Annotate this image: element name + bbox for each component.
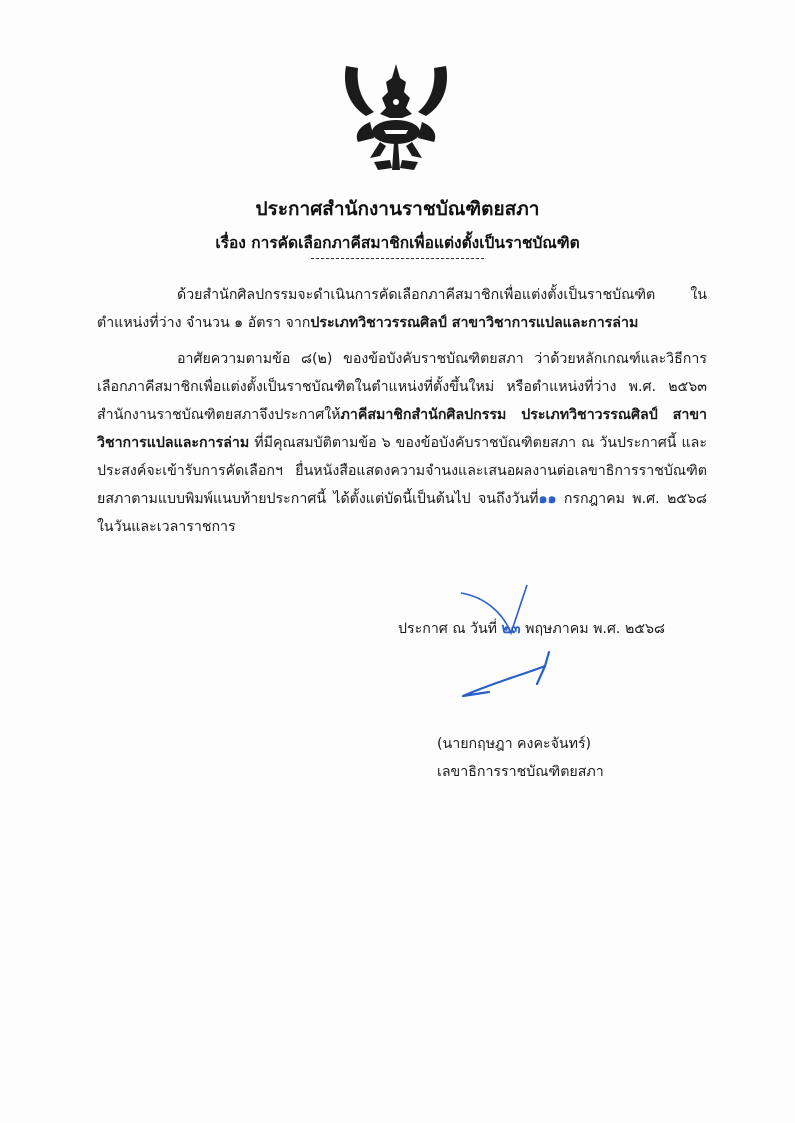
paragraph-2-text-b: ที่มีคุณสมบัติตามข้อ ๖ ของข้อบังคับราชบัณฑิตยสภา ณ วันประกาศนี้ และประสงค์จะเข้ารับการคัดเลือกฯ ยื่นหนังสือแสดงความจำนงและเสนอผลงานต่อเลขาธิการราชบัณฑิตยสภาตามแบบพิมพ์แนบท้ายประกาศนี้ ได้ตั้งแต่บัดนี้เป็นต้นไป จนถึงวันที่ — [97, 435, 707, 507]
signer-position: เลขาธิการราชบัณฑิตยสภา — [437, 764, 604, 780]
signature-icon — [455, 648, 565, 708]
paragraph-2-text-c: กรกฎาคม พ.ศ. ๒๕๖๘ ในวันและเวลาราชการ — [97, 491, 707, 535]
paragraph-2-text-a: อาศัยความตามข้อ ๘(๒) ของข้อบังคับราชบัณฑิตยสภา ว่าด้วยหลักเกณฑ์และวิธีการเลือกภาคีสมาชิกเพื่อแต่งตั้งเป็นราชบัณฑิตในตำแหน่งที่ตั้งขึ้นใหม่ หรือตำแหน่งที่ว่าง พ.ศ. ๒๕๖๓ สำนักงานราชบัณฑิตยสภาจึงประกาศให้ — [97, 351, 707, 423]
divider — [311, 258, 484, 259]
paragraph-1-bold: ประเภทวิชาวรรณศิลป์ สาขาวิชาการแปลและการล่าม — [310, 315, 639, 331]
date-prefix: ประกาศ ณ วันที่ — [398, 621, 502, 637]
announcement-title: ประกาศสำนักงานราชบัณฑิตยสภา — [255, 198, 540, 220]
deadline-day: ๑๑ — [538, 491, 557, 507]
paragraph-2 — [97, 345, 707, 541]
date-day: ๒๓ — [501, 621, 521, 637]
announcement-subject: เรื่อง การคัดเลือกภาคีสมาชิกเพื่อแต่งตั้งเป็นราชบัณฑิต — [215, 234, 580, 252]
paragraph-2-bold: ภาคีสมาชิกสำนักศิลปกรรม ประเภทวิชาวรรณศิลป์ สาขาวิชาการแปลและการล่าม — [97, 407, 707, 451]
paragraph-1 — [97, 281, 707, 337]
garuda-emblem-icon — [340, 58, 452, 176]
date-suffix: พฤษภาคม พ.ศ. ๒๕๖๘ — [520, 621, 665, 637]
announcement-date — [398, 618, 665, 640]
signer-name: (นายกฤษฎา คงคะจันทร์) — [437, 736, 592, 752]
signer-block — [437, 730, 604, 786]
paragraph-1-text: ด้วยสำนักศิลปกรรมจะดำเนินการคัดเลือกภาคีสมาชิกเพื่อแต่งตั้งเป็นราชบัณฑิต ในตำแหน่งที่ว่าง จำนวน ๑ อัตรา จาก — [97, 287, 707, 331]
